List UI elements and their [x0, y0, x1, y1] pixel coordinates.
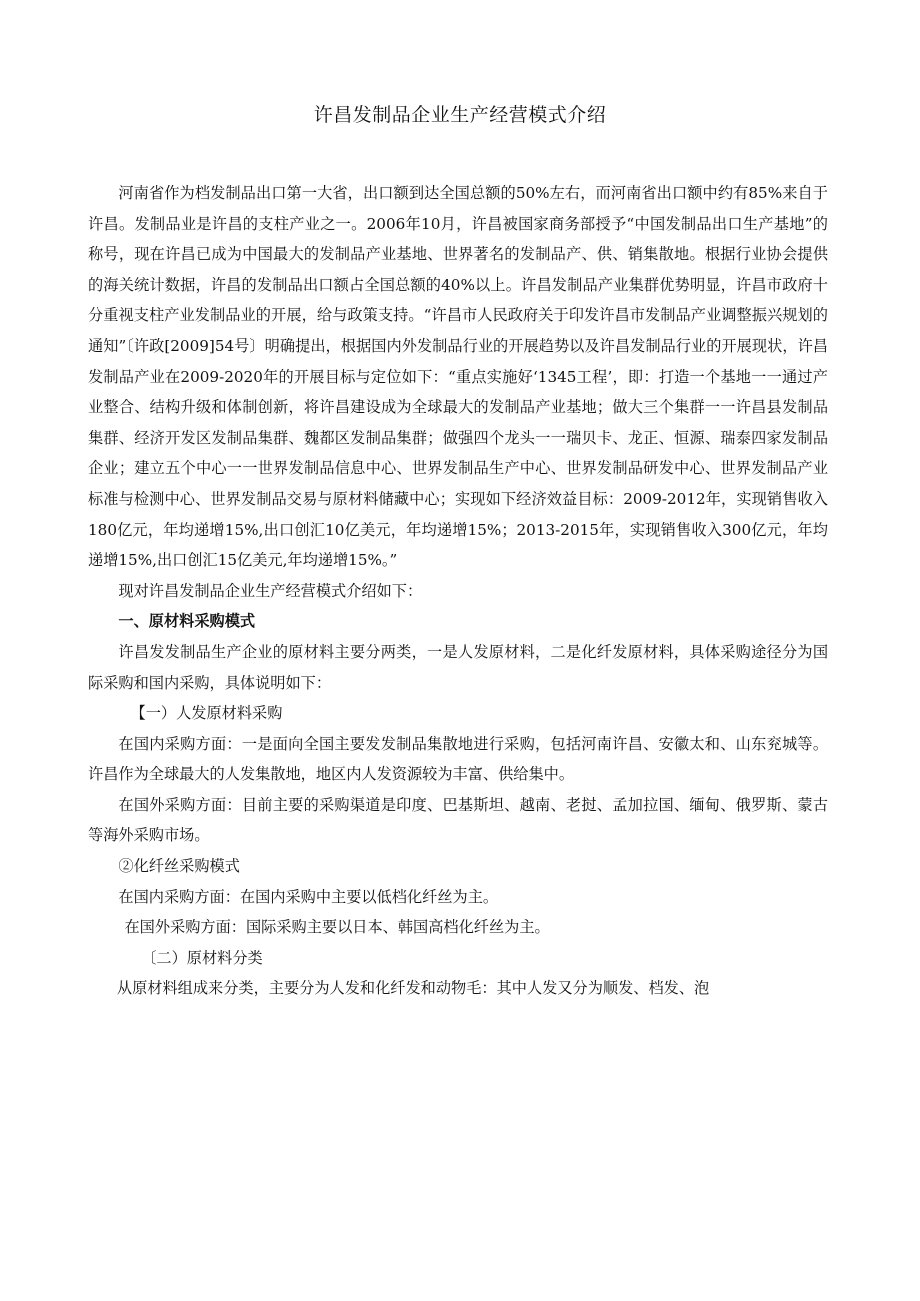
section-heading-procurement: 一、原材料采购模式 [118, 612, 256, 631]
subheading-material-classification: 〔二）原材料分类 [141, 948, 263, 967]
paragraph-foreign-human-hair: 在国外采购方面：目前主要的采购渠道是印度、巴基斯坦、越南、老挝、孟加拉国、缅甸、俄罗斯、蒙古等海外采购市场。 [88, 795, 828, 845]
paragraph-procurement: 许昌发发制品生产企业的原材料主要分两类，一是人发原材料，二是化纤发原材料，具体采购途径分为国际采购和国内采购，具体说明如下： [88, 642, 828, 692]
paragraph-foreign-fiber: 在国外采购方面：国际采购主要以日本、韩国高档化纤丝为主。 [124, 918, 550, 937]
paragraph-material-classification: 从原材料组成来分类，主要分为人发和化纤发和动物毛：其中人发又分为顺发、档发、泡 [116, 979, 710, 998]
document-body [88, 178, 828, 1004]
paragraph-intro: 河南省作为档发制品出口第一大省，出口额到达全国总额的50%左右，而河南省出口额中约有85%来自于许昌。发制品业是许昌的支柱产业之一。2006年10月，许昌被国家商务部授予“中国发制品出口生产基地”的称号，现在许昌已成为中国最大的发制品产业基地、世界著名的发制品产、供、销集散地。根据行业协会提供的海关统计数据，许昌的发制品出口额占全国总额的40%以上。许昌发制品产业集群优势明显，许昌市政府十分重视支柱产业发制品业的开展，给与政策支持。“许昌市人民政府关于印发许昌市发制品产业调整振兴规划的通知”〔许政[2009]54号〕明确提出，根据国内外发制品行业的开展趋势以及许昌发制品行业的开展现状，许昌发制品产业在2009-2020年的开展目标与定位如下：“重点实施好‘1345工程’，即：打造一个基地一一通过产业整合、结构升级和体制创新，将许昌建设成为全球最大的发制品产业基地；做大三个集群一一许昌县发制品集群、经济开发区发制品集群、魏都区发制品集群；做强四个龙头一一瑞贝卡、龙正、恒源、瑞泰四家发制品企业；建立五个中心一一世界发制品信息中心、世界发制品生产中心、世界发制品研发中心、世界发制品产业标准与检测中心、世界发制品交易与原材料储藏中心；实现如下经济效益目标：2009-2012年，实现销售收入180亿元，年均递增15%,出口创汇10亿美元，年均递增15%；2013-2015年，实现销售收入300亿元，年均递增15%,出口创汇15亿美元,年均递增15%。” [88, 184, 828, 570]
paragraph-domestic-human-hair: 在国内采购方面：一是面向全国主要发发制品集散地进行采购，包括河南许昌、安徽太和、山东兖城等。许昌作为全球最大的人发集散地，地区内人发资源较为丰富、供给集中。 [88, 734, 828, 784]
paragraph-summary-lead: 现对许昌发制品企业生产经营模式介绍如下： [118, 581, 423, 600]
document-title: 许昌发制品企业生产经营模式介绍 [313, 104, 607, 126]
subheading-synthetic-fiber: ②化纤丝采购模式 [118, 857, 240, 876]
subheading-human-hair: 【一）人发原材料采购 [130, 704, 283, 723]
paragraph-domestic-fiber: 在国内采购方面：在国内采购中主要以低档化纤丝为主。 [118, 887, 499, 906]
